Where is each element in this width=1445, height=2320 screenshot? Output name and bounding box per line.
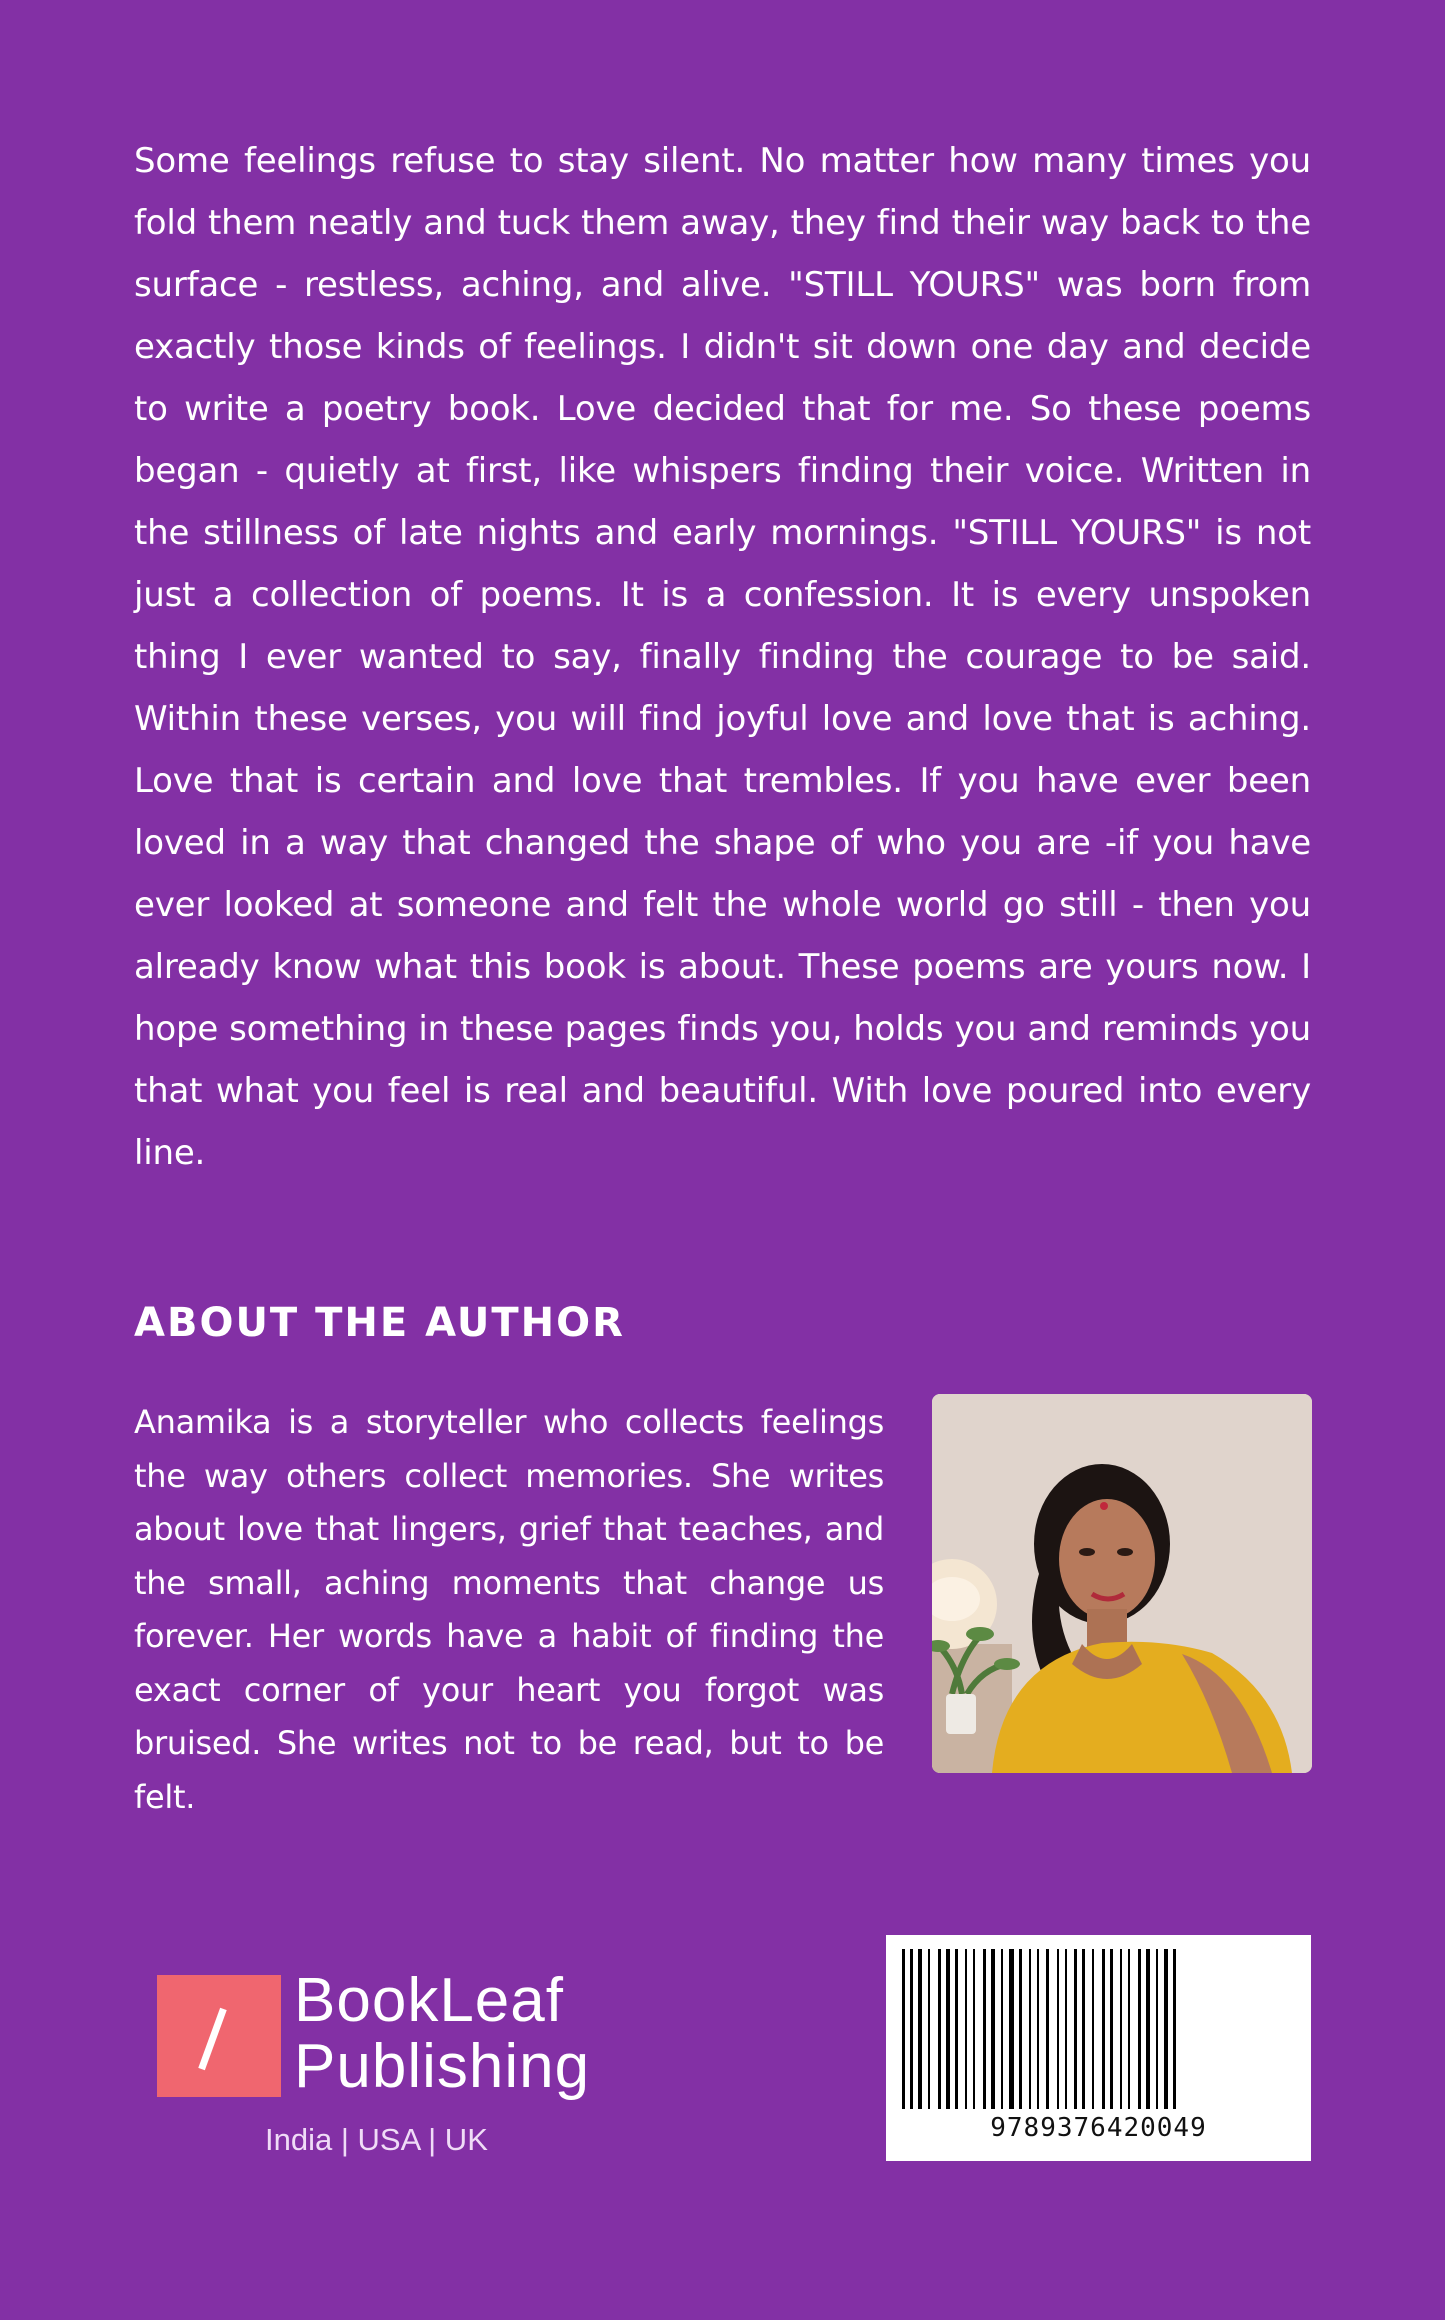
barcode-bar — [938, 1949, 941, 2109]
barcode-bar — [1057, 1949, 1059, 2109]
barcode-bar — [991, 1949, 995, 2109]
barcode-bar — [983, 1949, 986, 2109]
barcode-bar — [1120, 1949, 1122, 2109]
barcode-bar — [910, 1949, 913, 2109]
isbn-number: 9789376420049 — [990, 2113, 1207, 2143]
publisher-name-line2: Publishing — [294, 2032, 591, 2101]
barcode-bar — [955, 1949, 958, 2109]
barcode-bars — [902, 1949, 1295, 2109]
book-blurb: Some feelings refuse to stay silent. No matter how many times you fold them neatly and tuck them away, they find their way back to the surface - restless, aching, and alive. "STILL YOURS" was born from exactly those kinds of feelings. I didn't sit down one day and decide to write a poetry book. Love decided that for me. So these poems began - quietly at first, like whispers finding their voice. Written in the stillness of late nights and early mornings. "STILL YOURS" is not just a collection of poems. It is a confession. It is every unspoken thing I ever wanted to say, finally finding the courage to be said. Within these verses, you will find joyful love and love that is aching. Love that is certain and love that trembles. If you have ever been loved in a way that changed the shape of who you are -if you have ever looked at someone and felt the whole world go still - then you already know what this book is about. These poems are yours now. I hope something in these pages finds you, holds you and reminds you that what you feel is real and beautiful. With love poured into every line. — [134, 141, 1311, 1173]
barcode-bar — [1173, 1949, 1176, 2109]
barcode-bar — [1074, 1949, 1077, 2109]
barcode-bar — [1146, 1949, 1150, 2109]
barcode-bar — [1046, 1949, 1049, 2109]
barcode-bar — [1092, 1949, 1094, 2109]
barcode-bar — [1102, 1949, 1105, 2109]
barcode-bar — [902, 1949, 905, 2109]
publisher-regions: India | USA | UK — [265, 2122, 488, 2157]
barcode-bar — [1110, 1949, 1113, 2109]
bookleaf-publishing-logo — [157, 1966, 617, 2160]
barcode-bar — [1164, 1949, 1168, 2109]
barcode-bar — [1082, 1949, 1085, 2109]
barcode-bar — [1065, 1949, 1067, 2109]
barcode-bar — [973, 1949, 975, 2109]
barcode-bar — [1029, 1949, 1031, 2109]
barcode-bar — [1009, 1949, 1014, 2109]
barcode-bar — [1138, 1949, 1141, 2109]
barcode-bar — [1156, 1949, 1158, 2109]
barcode-bar — [918, 1949, 922, 2109]
logo-mark — [157, 1975, 281, 2097]
barcode-bar — [1019, 1949, 1022, 2109]
slash-icon — [198, 2008, 226, 2071]
barcode-bar — [928, 1949, 930, 2109]
isbn-barcode — [886, 1935, 1311, 2161]
author-bio: Anamika is a storyteller who collects feelings the way others collect memories. She writes about love that lingers, grief that teaches, and the small, aching moments that change us forever. Her words have a habit of finding the exact corner of your heart you forgot was bruised. She writes not to be read, but to be felt. — [134, 1403, 884, 1816]
about-author-heading: ABOUT THE AUTHOR — [134, 1300, 625, 1346]
author-photo — [932, 1394, 1312, 1773]
barcode-bar — [1001, 1949, 1003, 2109]
barcode-bar — [1128, 1949, 1130, 2109]
barcode-bar — [965, 1949, 967, 2109]
publisher-name-line1: BookLeaf — [294, 1966, 564, 2035]
barcode-bar — [946, 1949, 950, 2109]
barcode-bar — [1037, 1949, 1039, 2109]
